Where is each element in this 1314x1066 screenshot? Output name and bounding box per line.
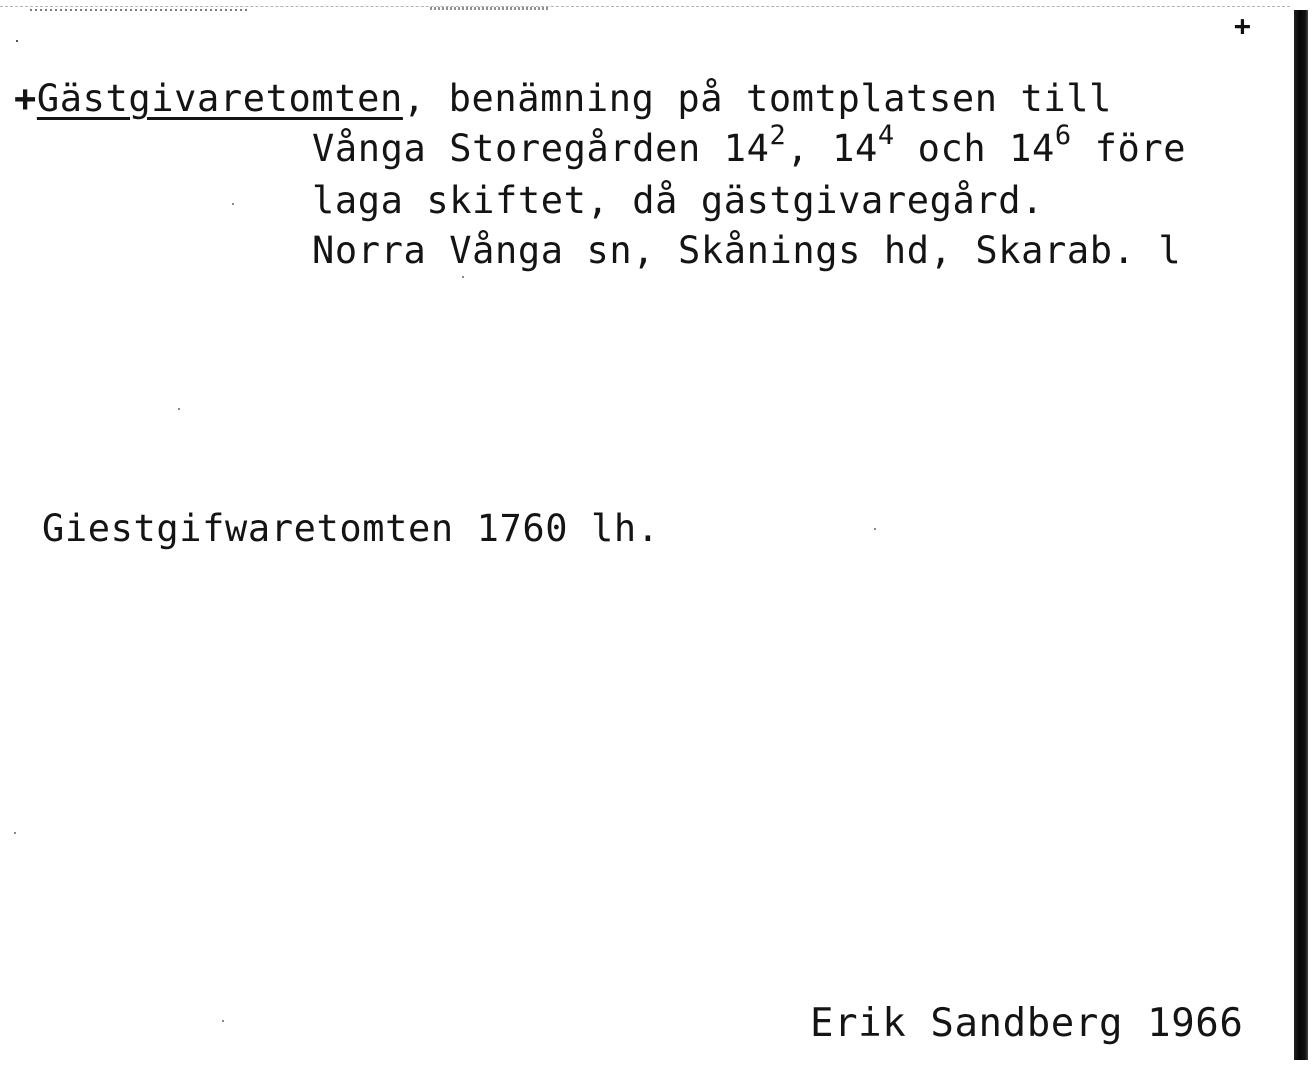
scan-speck <box>874 528 876 530</box>
entry-line-2-part: Vånga Storegården 14 <box>312 127 770 170</box>
entry-line-2-part: , 14 <box>786 127 878 170</box>
scan-top-artifact <box>430 7 550 10</box>
scan-top-artifact <box>30 9 250 11</box>
entry-line-4: Norra Vånga sn, Skånings hd, Skarab. l <box>312 229 1182 272</box>
entry-line-2 <box>312 119 1187 170</box>
entry-line-1 <box>14 78 1112 120</box>
scan-top-edge <box>0 6 1290 7</box>
entry-marker: + <box>14 77 37 120</box>
scan-speck <box>16 40 18 42</box>
entry-line-3: laga skiftet, då gästgivaregård. <box>312 179 1045 222</box>
entry-line-2-part: före <box>1071 127 1187 170</box>
historical-form: Giestgifwaretomten 1760 lh. <box>42 507 660 550</box>
scan-speck <box>462 276 464 278</box>
superscript: 2 <box>769 119 787 151</box>
signature: Erik Sandberg 1966 <box>810 1001 1244 1046</box>
scan-right-border <box>1294 10 1308 1060</box>
scan-speck <box>178 408 180 410</box>
headword: Gästgivaretomten <box>36 77 403 120</box>
scan-speck <box>14 832 16 834</box>
corner-plus-mark: + <box>1234 9 1251 42</box>
entry-line-2-part: och 14 <box>894 127 1055 170</box>
superscript: 6 <box>1054 119 1072 151</box>
superscript: 4 <box>877 119 895 151</box>
scan-speck <box>232 203 234 205</box>
entry-line-1-rest: , benämning på tomtplatsen till <box>402 77 1113 120</box>
scan-speck <box>222 1020 224 1022</box>
